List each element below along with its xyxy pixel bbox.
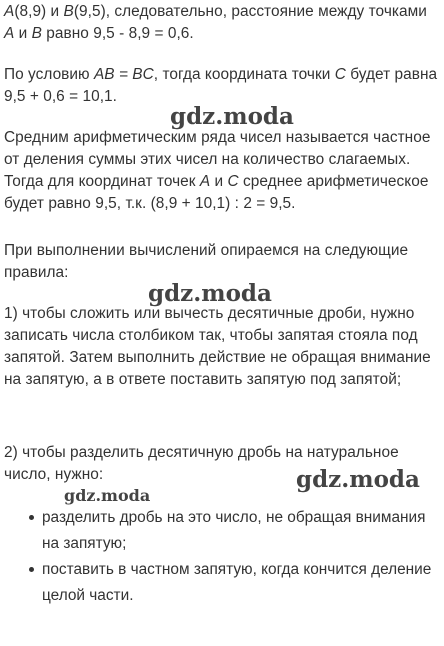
point-a-label: A [4, 25, 15, 42]
text-span: По условию [4, 66, 94, 83]
mean-result: среднее арифметическое будет равно 9,5, т.к. (8,9 + 10,1) : 2 = 9,5. [4, 173, 429, 212]
point-a-label: A [4, 3, 15, 20]
rule-2-steps-list [4, 505, 440, 609]
point-a-label: A [199, 173, 211, 190]
distance-result: равно 9,5 - 8,9 = 0,6. [41, 25, 194, 42]
point-a-coord: (8,9) и [14, 3, 64, 20]
paragraph-point-c [4, 64, 440, 108]
bullet-icon [29, 515, 34, 520]
condition-formula: AB = BC [93, 66, 154, 83]
point-c-result: будет равна 9,5 + 0,6 = 10,1. [4, 66, 438, 105]
text-span: и [14, 25, 32, 42]
point-b-label: B [31, 25, 42, 42]
text-span: Средним арифметическим ряда чисел называется частное от деления суммы этих чисел на количество слагаемых. Тогда для координат точек [4, 129, 431, 190]
paragraph-rules-intro: При выполнении вычислений опираемся на следующие правила: [4, 242, 409, 281]
bullet-icon [29, 567, 34, 572]
watermark: gdz.moda [64, 486, 151, 505]
watermark: gdz.moda [170, 103, 294, 130]
watermark: gdz.moda [296, 466, 420, 493]
text-span: , тогда координата точки [153, 66, 335, 83]
text-span: и [210, 173, 228, 190]
paragraph-arithmetic-mean [4, 127, 440, 215]
point-c-label: C [227, 173, 239, 190]
paragraph-rule-2: 2) чтобы разделить десятичную дробь на натуральное число, нужно: [4, 444, 399, 483]
watermark: gdz.moda [148, 280, 272, 307]
list-item-text: разделить дробь на это число, не обращая внимания на запятую; [42, 509, 426, 552]
list-item [4, 505, 440, 557]
paragraph-rule-1: 1) чтобы сложить или вычесть десятичные дроби, нужно записать числа столбиком так, чтобы запятая стояла под запятой. Затем выполнить действие не обращая внимание на запятую, а в ответе поставить запятую под запятой; [4, 305, 431, 388]
paragraph-distance [4, 1, 440, 45]
point-b-coord: (9,5), следовательно, расстояние между точками [73, 3, 427, 20]
point-b-label: B [63, 3, 74, 20]
point-c-label: C [334, 66, 346, 83]
list-item [4, 557, 440, 609]
list-item-text: поставить в частном запятую, когда кончится деление целой части. [42, 561, 432, 604]
